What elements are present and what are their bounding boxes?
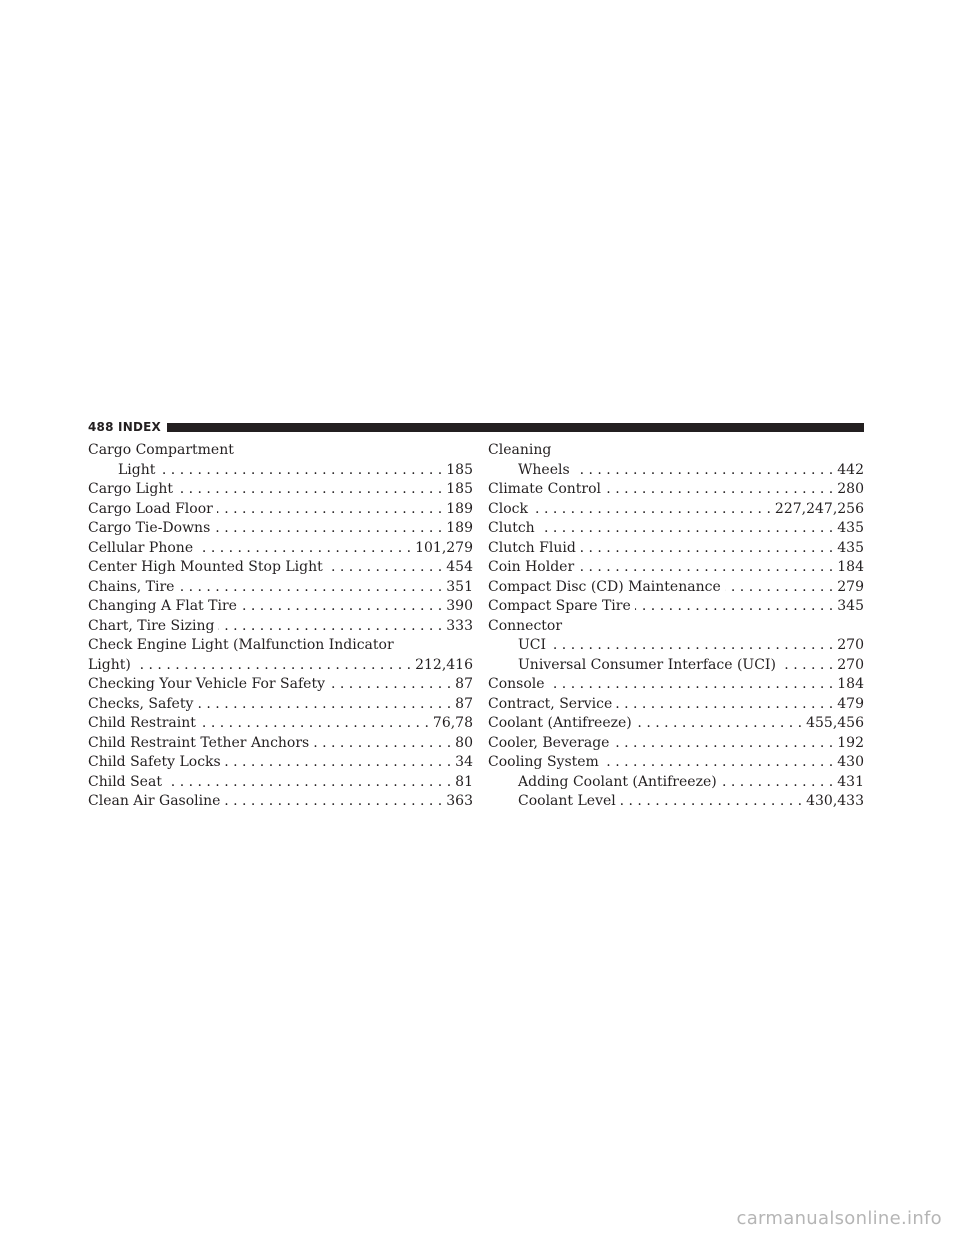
index-entry (488, 675, 864, 695)
index-entry (88, 558, 473, 578)
index-entry-page: 192 (837, 734, 864, 751)
index-entry-page: 80 (455, 734, 473, 751)
index-entry-label: Chains, Tire (88, 578, 175, 595)
index-entry (488, 636, 864, 656)
dot-leader (725, 578, 834, 598)
index-entry-page: 184 (837, 559, 864, 575)
index-entry-label: Cleaning (488, 442, 552, 458)
index-entry (488, 656, 864, 676)
dot-leader (605, 480, 833, 500)
index-entry-label: Clutch Fluid (488, 539, 576, 556)
dot-leader (539, 519, 834, 539)
index-entry (88, 714, 473, 734)
index-entry (88, 792, 473, 812)
index-entry-label: Compact Spare Tire (488, 598, 631, 614)
dot-leader (613, 734, 833, 754)
index-entry (88, 578, 473, 598)
index-entry-label: Clutch (488, 520, 535, 536)
index-entry-label: Light (118, 461, 156, 478)
index-entry-label: Connector (488, 617, 563, 634)
index-entry (88, 461, 473, 481)
index-entry (488, 441, 864, 461)
dot-leader (578, 558, 833, 578)
index-entry (88, 500, 473, 520)
dot-leader (135, 656, 411, 676)
dot-leader (313, 734, 451, 754)
page-number-value: 488 (88, 420, 114, 434)
index-entry (88, 753, 473, 773)
index-entry-label: Universal Consumer Interface (UCI) (518, 656, 776, 673)
index-entry-label: UCI (518, 637, 547, 653)
index-entry-page: 333 (446, 617, 473, 634)
dot-leader (178, 578, 442, 598)
index-entry-page: 270 (837, 656, 864, 673)
index-entry (88, 773, 473, 793)
index-entry (488, 500, 864, 520)
index-entry (488, 558, 864, 578)
index-entry-label: Cellular Phone (88, 539, 194, 556)
index-entry-page: 189 (446, 520, 473, 536)
index-entry (488, 792, 864, 812)
index-entry-page: 81 (455, 773, 473, 790)
index-entry-label: Chart, Tire Sizing (88, 617, 215, 634)
index-entry (88, 617, 473, 637)
page-number (88, 420, 161, 434)
dot-leader (214, 519, 442, 539)
page-header (88, 418, 864, 436)
index-entry-page: 87 (455, 695, 473, 712)
index-entry-label: Checks, Safety (88, 695, 194, 712)
dot-leader (574, 461, 834, 481)
dot-leader (780, 656, 833, 676)
index-entry (88, 695, 473, 715)
index-entry-label: Wheels (518, 461, 570, 478)
dot-leader (241, 597, 442, 617)
dot-leader (159, 461, 442, 481)
index-entry (488, 617, 864, 637)
index-entry-label: Clock (488, 500, 528, 517)
index-entry-page: 270 (837, 637, 864, 653)
index-entry (88, 656, 473, 676)
index-entry (488, 539, 864, 559)
watermark: carmanualsonline.info (736, 1208, 942, 1229)
index-entry (488, 753, 864, 773)
index-entry-page: 101,279 (415, 539, 473, 556)
dot-leader (620, 792, 802, 812)
dot-leader (218, 617, 442, 637)
index-entry-label: Cargo Light (88, 481, 173, 497)
index-entry-label: Cargo Load Floor (88, 500, 213, 517)
index-entry-page: 455,456 (806, 715, 864, 731)
index-entry (488, 773, 864, 793)
index-entry-page: 435 (837, 520, 864, 536)
index-entry-page: 184 (837, 676, 864, 692)
index-entry-page: 76,78 (432, 715, 473, 731)
index-entry-label: Coolant (Antifreeze) (488, 715, 632, 731)
index-entry-label: Child Safety Locks (88, 754, 221, 770)
dot-leader (580, 539, 833, 559)
index-entry-page: 34 (455, 754, 473, 770)
index-entry-page: 280 (837, 481, 864, 497)
index-entry-label: Changing A Flat Tire (88, 598, 237, 614)
index-entry-label: Climate Control (488, 481, 602, 497)
dot-leader (197, 695, 451, 715)
index-entry (488, 578, 864, 598)
index-entry (488, 480, 864, 500)
index-entry-page: 189 (446, 500, 473, 517)
dot-leader (166, 773, 451, 793)
index-entry-label: Center High Mounted Stop Light (88, 559, 323, 575)
index-entry-page: 345 (837, 598, 864, 614)
index-column-right (488, 441, 864, 812)
index-entry-page: 435 (837, 539, 864, 556)
dot-leader (550, 636, 833, 656)
index-entry-page: 212,416 (415, 656, 473, 673)
index-entry-page: 430,433 (806, 793, 864, 809)
dot-leader (200, 714, 429, 734)
index-entry-label: Cargo Compartment (88, 442, 234, 458)
index-entry (88, 519, 473, 539)
index-entry (488, 695, 864, 715)
dot-leader (616, 695, 833, 715)
index-entry (88, 636, 473, 656)
dot-leader (197, 539, 411, 559)
dot-leader (635, 597, 834, 617)
index-entry-page: 87 (455, 676, 473, 692)
index-entry-page: 363 (446, 793, 473, 809)
dot-leader (225, 753, 451, 773)
index-entry (88, 597, 473, 617)
dot-leader (177, 480, 442, 500)
dot-leader (603, 753, 833, 773)
index-entry-label: Clean Air Gasoline (88, 793, 221, 809)
index-entry-label: Checking Your Vehicle For Safety (88, 676, 325, 692)
index-entry-label: Child Restraint Tether Anchors (88, 734, 310, 751)
index-entry-label: Compact Disc (CD) Maintenance (488, 578, 721, 595)
index-entry-label: Child Restraint (88, 715, 196, 731)
section-title: INDEX (118, 420, 161, 434)
index-entry-label: Light) (88, 656, 131, 673)
index-entry (88, 441, 473, 461)
index-entry (488, 461, 864, 481)
index-entry-page: 479 (837, 695, 864, 712)
index-entry-page: 279 (837, 578, 864, 595)
index-entry-label: Cooler, Beverage (488, 734, 610, 751)
index-entry (488, 714, 864, 734)
dot-leader (532, 500, 771, 520)
index-entry-label: Child Seat (88, 773, 162, 790)
header-rule (167, 423, 864, 432)
index-column-left (88, 441, 473, 812)
dot-leader (327, 558, 443, 578)
index-entry (88, 539, 473, 559)
index-entry-page: 390 (446, 598, 473, 614)
index-entry-page: 351 (446, 578, 473, 595)
index-entry (88, 734, 473, 754)
dot-leader (224, 792, 442, 812)
index-entry-page: 185 (446, 481, 473, 497)
dot-leader (549, 675, 834, 695)
index-entry-label: Cooling System (488, 754, 599, 770)
index-entry-page: 442 (837, 461, 864, 478)
index-entry-label: Console (488, 676, 545, 692)
index-entry-page: 431 (837, 773, 864, 790)
dot-leader (329, 675, 451, 695)
index-entry (488, 519, 864, 539)
index-entry-label: Coolant Level (518, 793, 616, 809)
index-entry-label: Contract, Service (488, 695, 613, 712)
index-entry-page: 430 (837, 754, 864, 770)
index-entry-label: Check Engine Light (Malfunction Indicator (88, 637, 394, 653)
index-entry-label: Cargo Tie-Downs (88, 520, 211, 536)
dot-leader (217, 500, 442, 520)
index-entry-label: Coin Holder (488, 559, 575, 575)
index-entry-page: 227,247,256 (774, 500, 864, 517)
index-entry (88, 480, 473, 500)
index-entry-page: 185 (446, 461, 473, 478)
index-entry (488, 597, 864, 617)
index-entry (488, 734, 864, 754)
index-entry-label: Adding Coolant (Antifreeze) (518, 773, 717, 790)
index-entry-page: 454 (446, 559, 473, 575)
index-entry (88, 675, 473, 695)
dot-leader (721, 773, 834, 793)
dot-leader (636, 714, 802, 734)
